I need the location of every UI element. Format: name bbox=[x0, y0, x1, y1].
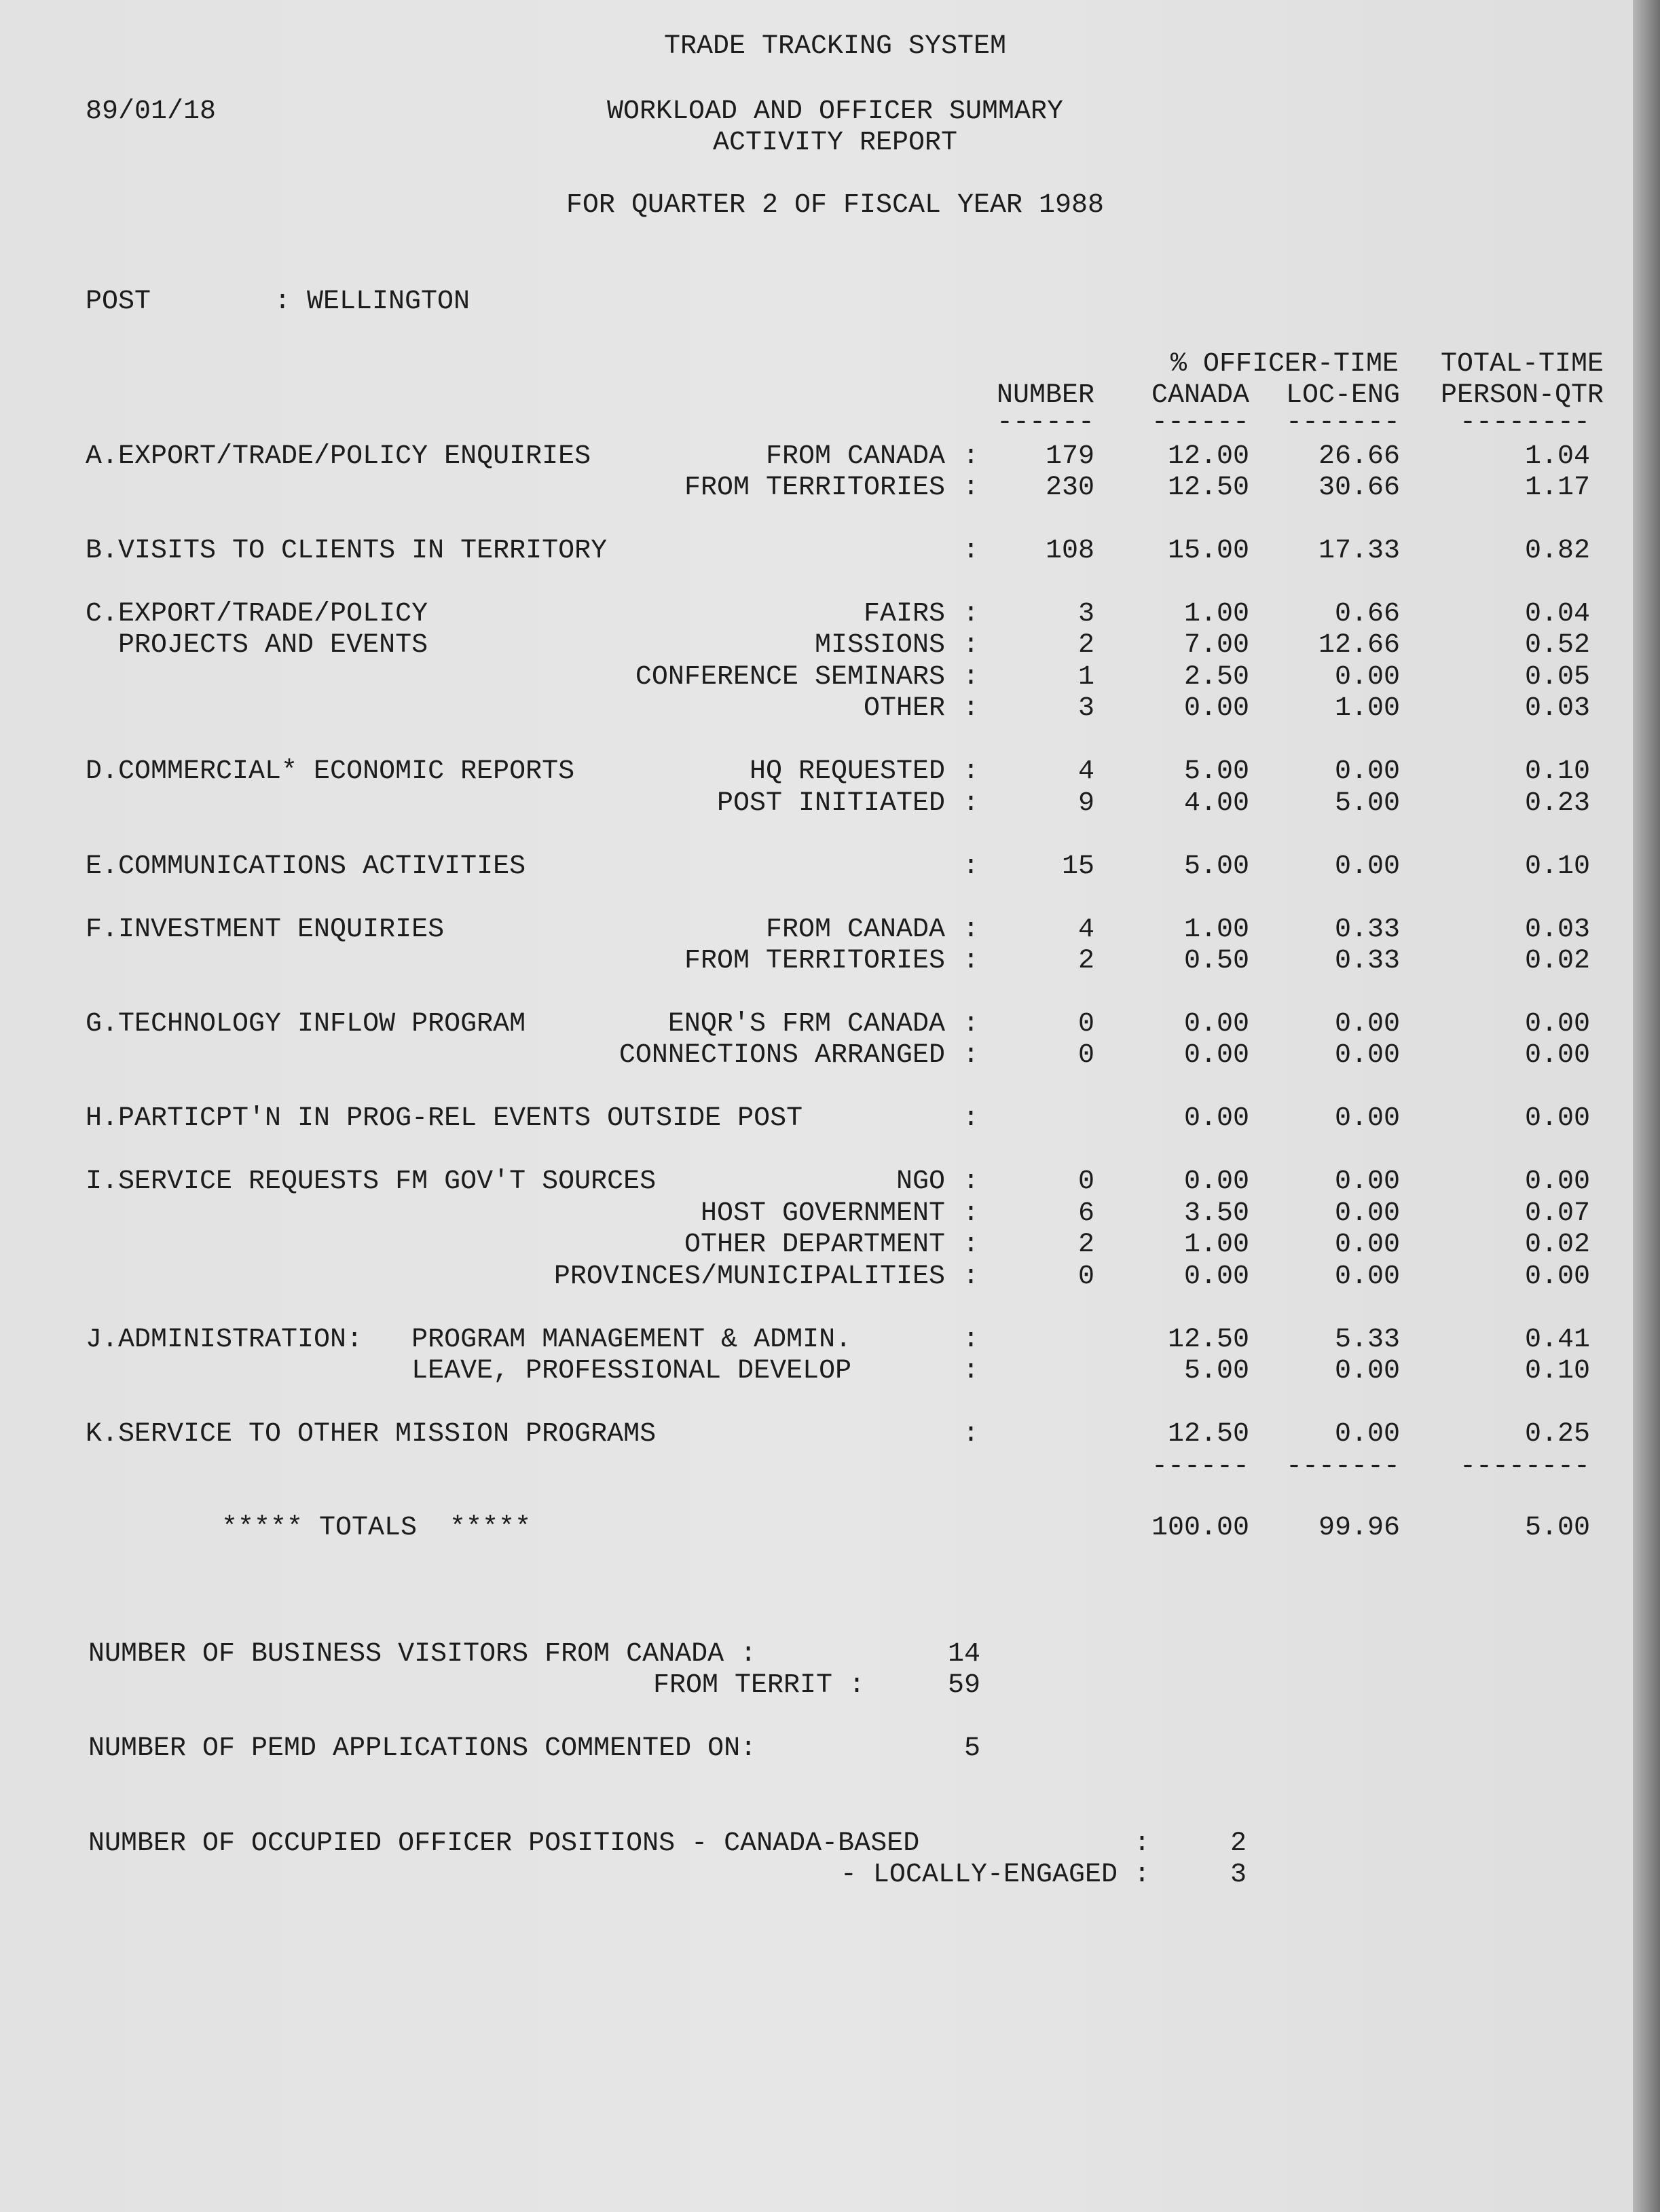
row-person-qtr: 0.23 bbox=[1524, 788, 1590, 819]
row-subcategory: POST INITIATED bbox=[716, 788, 945, 819]
row-person-qtr: 0.10 bbox=[1524, 756, 1590, 787]
row-number: 3 bbox=[1077, 693, 1094, 724]
row-canada-pct: 0.00 bbox=[1183, 1040, 1249, 1071]
row-number: 2 bbox=[1077, 946, 1094, 976]
row-person-qtr: 0.03 bbox=[1524, 915, 1590, 945]
col-header-number: NUMBER bbox=[996, 380, 1094, 411]
row-colon: : bbox=[963, 756, 980, 787]
row-subcategory: PROVINCES/MUNICIPALITIES bbox=[553, 1261, 945, 1292]
row-colon: : bbox=[963, 1356, 980, 1386]
row-person-qtr: 0.04 bbox=[1524, 599, 1590, 629]
row-loc-eng-pct: 12.66 bbox=[1318, 630, 1400, 661]
row-canada-pct: 7.00 bbox=[1183, 630, 1249, 661]
row-canada-pct: 0.00 bbox=[1183, 1166, 1249, 1197]
row-canada-pct: 12.50 bbox=[1167, 473, 1249, 503]
pemd-value: 5 bbox=[963, 1733, 980, 1764]
row-person-qtr: 0.02 bbox=[1524, 1230, 1590, 1260]
totals-rule-person-qtr: -------- bbox=[1459, 1452, 1590, 1482]
row-colon: : bbox=[963, 536, 980, 566]
row-loc-eng-pct: 1.00 bbox=[1334, 693, 1400, 724]
col-header-loc-eng: LOC-ENG bbox=[1285, 380, 1400, 411]
row-canada-pct: 0.50 bbox=[1183, 946, 1249, 976]
row-person-qtr: 0.05 bbox=[1524, 662, 1590, 693]
row-person-qtr: 1.04 bbox=[1524, 441, 1590, 472]
row-person-qtr: 0.00 bbox=[1524, 1261, 1590, 1292]
totals-rule-loc-eng: ------- bbox=[1285, 1452, 1400, 1482]
system-title: TRADE TRACKING SYSTEM bbox=[663, 31, 1007, 62]
post-label: POST bbox=[86, 287, 151, 317]
row-person-qtr: 0.41 bbox=[1524, 1325, 1590, 1355]
row-loc-eng-pct: 0.00 bbox=[1334, 1230, 1400, 1260]
positions-locally-engaged-label: - LOCALLY-ENGAGED : bbox=[840, 1860, 1150, 1890]
row-canada-pct: 15.00 bbox=[1167, 536, 1249, 566]
row-colon: : bbox=[963, 662, 980, 693]
row-subcategory: OTHER DEPARTMENT bbox=[684, 1230, 945, 1260]
row-loc-eng-pct: 5.00 bbox=[1334, 788, 1400, 819]
row-canada-pct: 0.00 bbox=[1183, 1009, 1249, 1039]
row-colon: : bbox=[963, 1040, 980, 1071]
row-colon: : bbox=[963, 1261, 980, 1292]
col-rule-loc-eng: ------- bbox=[1285, 407, 1400, 438]
row-number: 2 bbox=[1077, 1230, 1094, 1260]
business-visitors-canada: 14 bbox=[947, 1639, 980, 1670]
row-canada-pct: 0.00 bbox=[1183, 1261, 1249, 1292]
row-category: G.TECHNOLOGY INFLOW PROGRAM bbox=[86, 1009, 526, 1039]
row-number: 4 bbox=[1077, 756, 1094, 787]
row-person-qtr: 0.82 bbox=[1524, 536, 1590, 566]
row-subcategory: FROM TERRITORIES bbox=[684, 946, 945, 976]
row-canada-pct: 2.50 bbox=[1183, 662, 1249, 693]
col-rule-canada: ------ bbox=[1151, 407, 1249, 438]
row-colon: : bbox=[963, 1009, 980, 1039]
row-colon: : bbox=[963, 788, 980, 819]
row-canada-pct: 12.50 bbox=[1167, 1419, 1249, 1450]
business-visitors-territ: 59 bbox=[947, 1670, 980, 1701]
positions-label: NUMBER OF OCCUPIED OFFICER POSITIONS - CANADA-BASED bbox=[88, 1828, 920, 1859]
row-canada-pct: 5.00 bbox=[1183, 1356, 1249, 1386]
row-canada-pct: 5.00 bbox=[1183, 756, 1249, 787]
row-category: F.INVESTMENT ENQUIRIES bbox=[86, 915, 445, 945]
row-subcategory: CONNECTIONS ARRANGED bbox=[619, 1040, 945, 1071]
row-loc-eng-pct: 0.00 bbox=[1334, 1356, 1400, 1386]
row-category: A.EXPORT/TRADE/POLICY ENQUIRIES bbox=[86, 441, 591, 472]
row-person-qtr: 0.00 bbox=[1524, 1103, 1590, 1134]
row-number: 3 bbox=[1077, 599, 1094, 629]
row-number: 108 bbox=[1045, 536, 1094, 566]
row-category: E.COMMUNICATIONS ACTIVITIES bbox=[86, 851, 526, 882]
row-colon: : bbox=[963, 599, 980, 629]
totals-rule-canada: ------ bbox=[1151, 1452, 1249, 1482]
row-category: C.EXPORT/TRADE/POLICY bbox=[86, 599, 428, 629]
row-canada-pct: 1.00 bbox=[1183, 915, 1249, 945]
col-rule-person-qtr: -------- bbox=[1459, 407, 1590, 438]
positions-colon: : bbox=[1134, 1828, 1151, 1859]
col-header-officer-time: % OFFICER-TIME bbox=[1170, 349, 1399, 380]
report-period: FOR QUARTER 2 OF FISCAL YEAR 1988 bbox=[566, 190, 1105, 221]
row-category: I.SERVICE REQUESTS FM GOV'T SOURCES bbox=[86, 1166, 657, 1197]
row-loc-eng-pct: 0.66 bbox=[1334, 599, 1400, 629]
row-number: 0 bbox=[1077, 1166, 1094, 1197]
row-number: 9 bbox=[1077, 788, 1094, 819]
row-colon: : bbox=[963, 1166, 980, 1197]
row-subcategory: FROM CANADA bbox=[765, 915, 945, 945]
row-colon: : bbox=[963, 1230, 980, 1260]
row-colon: : bbox=[963, 1198, 980, 1229]
row-colon: : bbox=[963, 441, 980, 472]
row-colon: : bbox=[963, 473, 980, 503]
report-title-line-1: WORKLOAD AND OFFICER SUMMARY bbox=[606, 96, 1064, 127]
row-subcategory: FROM TERRITORIES bbox=[684, 473, 945, 503]
row-canada-pct: 12.00 bbox=[1167, 441, 1249, 472]
row-loc-eng-pct: 0.00 bbox=[1334, 1419, 1400, 1450]
totals-loc-eng: 99.96 bbox=[1318, 1513, 1400, 1543]
row-loc-eng-pct: 0.00 bbox=[1334, 756, 1400, 787]
row-person-qtr: 0.10 bbox=[1524, 1356, 1590, 1386]
row-colon: : bbox=[963, 915, 980, 945]
row-colon: : bbox=[963, 693, 980, 724]
row-loc-eng-pct: 0.33 bbox=[1334, 915, 1400, 945]
row-category: H.PARTICPT'N IN PROG-REL EVENTS OUTSIDE POST bbox=[86, 1103, 803, 1134]
row-person-qtr: 0.25 bbox=[1524, 1419, 1590, 1450]
row-loc-eng-pct: 30.66 bbox=[1318, 473, 1400, 503]
row-person-qtr: 0.10 bbox=[1524, 851, 1590, 882]
col-rule-number: ------ bbox=[996, 407, 1094, 438]
report-date: 89/01/18 bbox=[86, 96, 217, 127]
row-colon: : bbox=[963, 946, 980, 976]
row-colon: : bbox=[963, 1325, 980, 1355]
row-category: D.COMMERCIAL* ECONOMIC REPORTS bbox=[86, 756, 575, 787]
row-loc-eng-pct: 0.00 bbox=[1334, 662, 1400, 693]
pemd-label: NUMBER OF PEMD APPLICATIONS COMMENTED ON: bbox=[88, 1733, 757, 1764]
row-canada-pct: 3.50 bbox=[1183, 1198, 1249, 1229]
row-number: 2 bbox=[1077, 630, 1094, 661]
row-person-qtr: 0.07 bbox=[1524, 1198, 1590, 1229]
row-category: LEAVE, PROFESSIONAL DEVELOP bbox=[86, 1356, 852, 1386]
page-edge-shadow bbox=[1633, 0, 1660, 2212]
row-subcategory: CONFERENCE SEMINARS bbox=[635, 662, 945, 693]
row-canada-pct: 5.00 bbox=[1183, 851, 1249, 882]
row-loc-eng-pct: 0.00 bbox=[1334, 1198, 1400, 1229]
row-number: 0 bbox=[1077, 1040, 1094, 1071]
row-person-qtr: 0.00 bbox=[1524, 1166, 1590, 1197]
row-canada-pct: 1.00 bbox=[1183, 599, 1249, 629]
row-subcategory: MISSIONS bbox=[814, 630, 945, 661]
row-loc-eng-pct: 0.00 bbox=[1334, 1166, 1400, 1197]
row-number: 0 bbox=[1077, 1009, 1094, 1039]
row-person-qtr: 0.00 bbox=[1524, 1009, 1590, 1039]
row-canada-pct: 4.00 bbox=[1183, 788, 1249, 819]
row-loc-eng-pct: 0.00 bbox=[1334, 1040, 1400, 1071]
row-subcategory: NGO bbox=[896, 1166, 945, 1197]
row-loc-eng-pct: 0.00 bbox=[1334, 1261, 1400, 1292]
row-subcategory: HQ REQUESTED bbox=[749, 756, 945, 787]
row-subcategory: OTHER bbox=[863, 693, 945, 724]
business-visitors-label: NUMBER OF BUSINESS VISITORS FROM CANADA : bbox=[88, 1639, 757, 1670]
row-canada-pct: 1.00 bbox=[1183, 1230, 1249, 1260]
row-number: 6 bbox=[1077, 1198, 1094, 1229]
row-canada-pct: 0.00 bbox=[1183, 693, 1249, 724]
row-person-qtr: 0.03 bbox=[1524, 693, 1590, 724]
totals-person-qtr: 5.00 bbox=[1524, 1513, 1590, 1543]
row-category: K.SERVICE TO OTHER MISSION PROGRAMS bbox=[86, 1419, 657, 1450]
row-category: PROJECTS AND EVENTS bbox=[86, 630, 428, 661]
row-subcategory: HOST GOVERNMENT bbox=[700, 1198, 945, 1229]
row-number: 0 bbox=[1077, 1261, 1094, 1292]
row-colon: : bbox=[963, 1103, 980, 1134]
row-number: 1 bbox=[1077, 662, 1094, 693]
post-value: : WELLINGTON bbox=[274, 287, 471, 317]
totals-label: ***** TOTALS ***** bbox=[221, 1513, 532, 1543]
row-loc-eng-pct: 0.33 bbox=[1334, 946, 1400, 976]
row-loc-eng-pct: 0.00 bbox=[1334, 1103, 1400, 1134]
row-person-qtr: 1.17 bbox=[1524, 473, 1590, 503]
col-header-canada: CANADA bbox=[1151, 380, 1249, 411]
row-subcategory: ENQR'S FRM CANADA bbox=[667, 1009, 945, 1039]
row-colon: : bbox=[963, 630, 980, 661]
row-number: 179 bbox=[1045, 441, 1094, 472]
positions-locally-engaged: 3 bbox=[1230, 1860, 1247, 1890]
row-canada-pct: 0.00 bbox=[1183, 1103, 1249, 1134]
totals-canada: 100.00 bbox=[1151, 1513, 1249, 1543]
row-loc-eng-pct: 26.66 bbox=[1318, 441, 1400, 472]
row-number: 230 bbox=[1045, 473, 1094, 503]
row-loc-eng-pct: 0.00 bbox=[1334, 851, 1400, 882]
row-person-qtr: 0.02 bbox=[1524, 946, 1590, 976]
row-category: B.VISITS TO CLIENTS IN TERRITORY bbox=[86, 536, 608, 566]
report-title-line-2: ACTIVITY REPORT bbox=[712, 128, 958, 158]
positions-canada-based: 2 bbox=[1230, 1828, 1247, 1859]
row-loc-eng-pct: 5.33 bbox=[1334, 1325, 1400, 1355]
row-colon: : bbox=[963, 851, 980, 882]
row-colon: : bbox=[963, 1419, 980, 1450]
row-subcategory: FROM CANADA bbox=[765, 441, 945, 472]
row-number: 4 bbox=[1077, 915, 1094, 945]
row-category: J.ADMINISTRATION: PROGRAM MANAGEMENT & ADMIN. bbox=[86, 1325, 852, 1355]
col-header-total-time: TOTAL-TIME bbox=[1440, 349, 1604, 380]
row-canada-pct: 12.50 bbox=[1167, 1325, 1249, 1355]
row-person-qtr: 0.52 bbox=[1524, 630, 1590, 661]
row-person-qtr: 0.00 bbox=[1524, 1040, 1590, 1071]
row-subcategory: FAIRS bbox=[863, 599, 945, 629]
row-loc-eng-pct: 17.33 bbox=[1318, 536, 1400, 566]
row-number: 15 bbox=[1061, 851, 1094, 882]
row-loc-eng-pct: 0.00 bbox=[1334, 1009, 1400, 1039]
col-header-person-qtr: PERSON-QTR bbox=[1440, 380, 1604, 411]
business-visitors-territ-label: FROM TERRIT : bbox=[652, 1670, 865, 1701]
